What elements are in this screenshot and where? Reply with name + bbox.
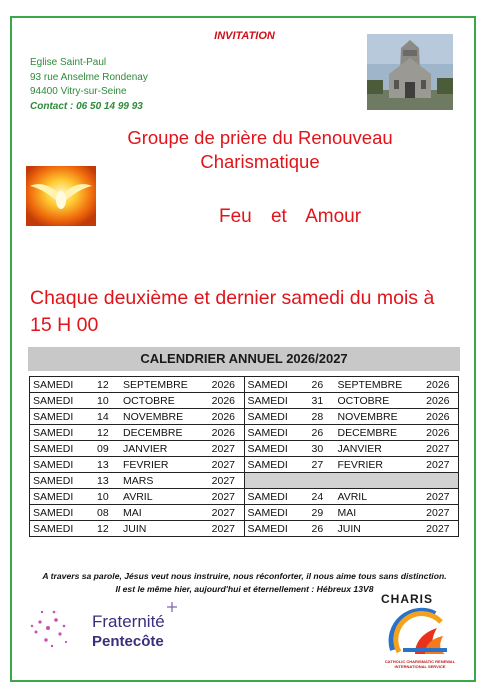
calendar-month: JANVIER <box>337 442 382 455</box>
calendar-date-cell <box>30 521 245 537</box>
quote-line2: Il est le même hier, aujourd'hui et éternellement : Hébreux 13V8 <box>115 584 374 594</box>
calendar-month: AVRIL <box>123 490 153 503</box>
calendar-weekday: SAMEDI <box>33 426 74 439</box>
calendar-weekday: SAMEDI <box>247 378 288 391</box>
calendar-year: 2027 <box>426 442 450 455</box>
calendar-date-cell <box>244 457 459 473</box>
calendar-year: 2026 <box>426 394 450 407</box>
calendar-weekday: SAMEDI <box>247 442 288 455</box>
calendar-row <box>30 457 459 473</box>
calendar-row <box>30 409 459 425</box>
calendar-weekday: SAMEDI <box>247 490 288 503</box>
calendar-row <box>30 489 459 505</box>
calendar-year: 2026 <box>211 394 235 407</box>
calendar-month: MARS <box>123 474 154 487</box>
calendar-weekday: SAMEDI <box>33 490 74 503</box>
calendar-weekday: SAMEDI <box>247 458 288 471</box>
calendar-date-cell <box>244 521 459 537</box>
calendar-date-cell <box>244 489 459 505</box>
calendar-day-number: 12 <box>97 378 109 391</box>
calendar-year: 2027 <box>426 522 450 535</box>
calendar-weekday: SAMEDI <box>33 474 74 487</box>
calendar-day-number: 27 <box>311 458 324 471</box>
invitation-heading: INVITATION <box>214 30 275 42</box>
calendar-date-cell <box>30 473 245 489</box>
calendar-month: JUIN <box>337 522 361 535</box>
calendar-day-number: 08 <box>97 506 109 519</box>
calendar-date-cell <box>30 409 245 425</box>
calendar-year: 2027 <box>426 490 450 503</box>
meeting-schedule: Chaque deuxième et dernier samedi du mois à 15 H 00 <box>30 287 435 336</box>
charis-label: CHARIS <box>381 592 434 606</box>
calendar-weekday: SAMEDI <box>33 458 74 471</box>
charis-caption: CATHOLIC CHARISMATIC RENEWAL INTERNATIONAL SERVICE <box>384 659 456 669</box>
subtitle-feu-et-amour: Feu et Amour <box>218 206 362 227</box>
calendar-month: SEPTEMBRE <box>337 378 403 391</box>
calendar-date-cell <box>30 393 245 409</box>
calendar-weekday: SAMEDI <box>33 410 74 423</box>
group-title-line1: Groupe de prière du Renouveau <box>127 127 393 148</box>
calendar-day-number: 12 <box>97 426 109 439</box>
calendar-weekday: SAMEDI <box>33 394 74 407</box>
calendar-day-number: 12 <box>97 522 109 535</box>
calendar-month: MAI <box>337 506 357 519</box>
calendar-empty-cell <box>244 473 459 489</box>
church-photo <box>367 34 453 110</box>
calendar-date-cell <box>244 505 459 521</box>
calendar-day-number: 26 <box>311 522 324 535</box>
calendar-day-number: 14 <box>97 410 109 423</box>
calendar-month: NOVEMBRE <box>123 410 184 423</box>
calendar-year: 2026 <box>211 426 235 439</box>
calendar-month: MAI <box>123 506 142 519</box>
charis-logo <box>385 606 455 658</box>
calendar-month: FEVRIER <box>337 458 384 471</box>
calendar-weekday: SAMEDI <box>33 506 74 519</box>
calendar-day-number: 26 <box>311 426 324 439</box>
calendar-date-cell <box>244 377 459 393</box>
calendar-day-number: 29 <box>311 506 324 519</box>
calendar-day-number: 10 <box>97 394 109 407</box>
calendar-month: OCTOBRE <box>337 394 390 407</box>
calendar-date-cell <box>30 425 245 441</box>
group-title-line2: Charismatique <box>200 151 320 172</box>
calendar-row <box>30 505 459 521</box>
calendar-row <box>30 393 459 409</box>
calendar-weekday: SAMEDI <box>33 378 74 391</box>
calendar-year: 2027 <box>211 458 235 471</box>
calendar-weekday: SAMEDI <box>247 426 288 439</box>
calendar-day-number: 31 <box>311 394 324 407</box>
calendar-row <box>30 377 459 393</box>
church-name: Eglise Saint-Paul <box>30 57 107 68</box>
calendar-month: JUIN <box>123 522 147 535</box>
calendar-month: FEVRIER <box>123 458 169 471</box>
calendar-date-cell <box>30 457 245 473</box>
city-address: 94400 Vitry-sur-Seine <box>30 86 127 97</box>
calendar-date-cell <box>244 425 459 441</box>
contact-phone: Contact : 06 50 14 99 93 <box>30 100 143 112</box>
address-block <box>30 56 148 114</box>
calendar-year: 2026 <box>426 426 450 439</box>
calendar-year: 2026 <box>211 410 235 423</box>
calendar-year: 2027 <box>211 522 235 535</box>
calendar-month: DECEMBRE <box>337 426 398 439</box>
calendar-weekday: SAMEDI <box>247 522 288 535</box>
calendar-row <box>30 441 459 457</box>
calendar-date-cell <box>244 409 459 425</box>
calendar-weekday: SAMEDI <box>247 506 288 519</box>
quote-line1: A travers sa parole, Jésus veut nous instruire, nous réconforter, il nous aime tous sans distinction. <box>42 571 447 581</box>
calendar-date-cell <box>30 441 245 457</box>
calendar-weekday: SAMEDI <box>247 394 288 407</box>
calendar-table <box>29 376 459 537</box>
calendar-day-number: 13 <box>97 458 109 471</box>
calendar-year: 2027 <box>211 490 235 503</box>
calendar-date-cell <box>30 377 245 393</box>
holy-spirit-dove-image <box>26 166 96 226</box>
calendar-date-cell <box>244 393 459 409</box>
calendar-day-number: 28 <box>311 410 324 423</box>
calendar-month: AVRIL <box>337 490 368 503</box>
calendar-heading: CALENDRIER ANNUEL 2026/2027 <box>28 347 460 371</box>
calendar-row <box>30 521 459 537</box>
calendar-weekday: SAMEDI <box>33 522 74 535</box>
calendar-date-cell <box>30 505 245 521</box>
street-address: 93 rue Anselme Rondenay <box>30 71 148 83</box>
calendar-weekday: SAMEDI <box>33 442 74 455</box>
calendar-month: OCTOBRE <box>123 394 175 407</box>
calendar-day-number: 13 <box>97 474 109 487</box>
calendar-month: NOVEMBRE <box>337 410 398 423</box>
calendar-year: 2027 <box>426 458 450 471</box>
calendar-month: SEPTEMBRE <box>123 378 188 391</box>
calendar-month: JANVIER <box>123 442 168 455</box>
calendar-year: 2026 <box>426 410 450 423</box>
calendar-year: 2027 <box>211 474 235 487</box>
calendar-day-number: 24 <box>311 490 324 503</box>
calendar-day-number: 26 <box>311 378 324 391</box>
calendar-day-number: 30 <box>311 442 324 455</box>
fraternite-label: Fraternité <box>92 612 165 631</box>
calendar-year: 2027 <box>426 506 450 519</box>
calendar-month: DECEMBRE <box>123 426 183 439</box>
calendar-year: 2027 <box>211 442 235 455</box>
calendar-year: 2026 <box>211 378 235 391</box>
calendar-weekday: SAMEDI <box>247 410 288 423</box>
pentecote-label: Pentecôte <box>92 633 164 650</box>
calendar-day-number: 10 <box>97 490 109 503</box>
calendar-year: 2027 <box>211 506 235 519</box>
calendar-day-number: 09 <box>97 442 109 455</box>
calendar-row <box>30 425 459 441</box>
calendar-date-cell <box>30 489 245 505</box>
calendar-date-cell <box>244 441 459 457</box>
calendar-year: 2026 <box>426 378 450 391</box>
calendar-row <box>30 473 459 489</box>
